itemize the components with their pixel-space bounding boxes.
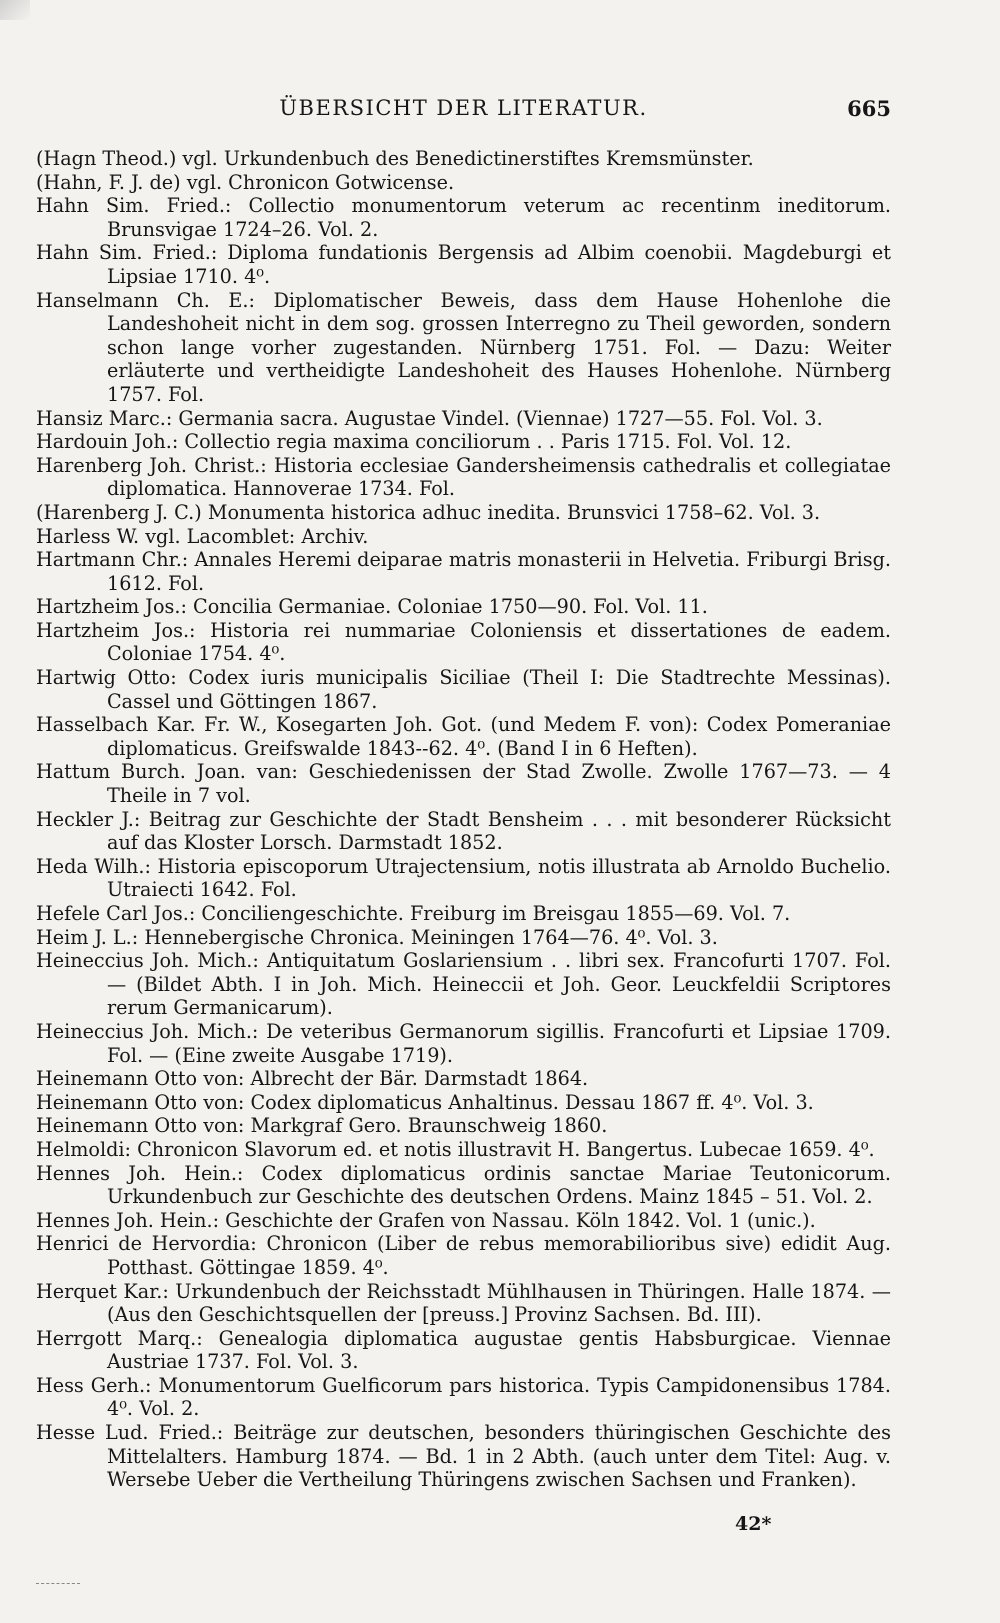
bibliography-entry: (Hagn Theod.) vgl. Urkundenbuch des Benedictinerstiftes Kremsmünster.: [36, 147, 754, 170]
page-header: [36, 96, 891, 130]
bibliography-entry: Hasselbach Kar. Fr. W., Kosegarten Joh. Got. (und Medem F. von): Codex Pomeraniae diplomaticus. Greifswalde 1843--62. 4⁰. (Band I in 6 Heften).: [36, 713, 891, 760]
bibliography-entry: Hansiz Marc.: Germania sacra. Augustae Vindel. (Viennae) 1727—55. Fol. Vol. 3.: [36, 406, 823, 430]
bibliography-entry: Heda Wilh.: Historia episcoporum Utrajectensium, notis illustrata ab Arnoldo Buchelio. Utraiecti 1642. Fol.: [36, 854, 891, 902]
bibliography-entry: (Hahn, F. J. de) vgl. Chronicon Gotwicense.: [36, 170, 455, 194]
page-number: 665: [847, 96, 891, 121]
bibliography-entry: Heinemann Otto von: Codex diplomaticus Anhaltinus. Dessau 1867 ff. 4⁰. Vol. 3.: [36, 1090, 814, 1114]
bibliography-entry: Helmoldi: Chronicon Slavorum ed. et notis illustravit H. Bangertus. Lubecae 1659. 4⁰.: [36, 1137, 875, 1161]
bibliography-entry: Heinemann Otto von: Albrecht der Bär. Darmstadt 1864.: [36, 1067, 589, 1091]
signature-mark: 42*: [735, 1513, 772, 1535]
bibliography-entry: Henrici de Hervordia: Chronicon (Liber de rebus memorabilioribus sive) edidit Aug. Potthast. Göttingae 1859. 4⁰.: [36, 1232, 891, 1279]
bibliography-entry: Herquet Kar.: Urkundenbuch der Reichsstadt Mühlhausen in Thüringen. Halle 1874. — (Aus den Geschichtsquellen der [preuss.] Provinz Sachsen. Bd. III).: [36, 1279, 891, 1327]
bibliography-entry: Heim J. L.: Hennebergische Chronica. Meiningen 1764—76. 4⁰. Vol. 3.: [36, 925, 718, 949]
scan-artifact: [36, 1583, 80, 1585]
bibliography-entry: (Harenberg J. C.) Monumenta historica adhuc inedita. Brunsvici 1758–62. Vol. 3.: [36, 500, 821, 524]
bibliography-entry: Hesse Lud. Fried.: Beiträge zur deutschen, besonders thüringischen Geschichte des Mittelalters. Hamburg 1874. — Bd. 1 in 2 Abth. (auch unter dem Titel: Aug. v. Wersebe Ueber die Vertheilung Thüringens zwischen Sachsen und Franken).: [36, 1421, 891, 1492]
bibliography-entry: Hartzheim Jos.: Concilia Germaniae. Coloniae 1750—90. Fol. Vol. 11.: [36, 595, 708, 619]
bibliography-entry: Heineccius Joh. Mich.: De veteribus Germanorum sigillis. Francofurti et Lipsiae 1709. Fol. — (Eine zweite Ausgabe 1719).: [36, 1019, 891, 1067]
bibliography-entry: Hartzheim Jos.: Historia rei nummariae Coloniensis et dissertationes de eadem. Coloniae 1754. 4⁰.: [36, 618, 891, 666]
bibliography-entry: Hefele Carl Jos.: Conciliengeschichte. Freiburg im Breisgau 1855—69. Vol. 7.: [36, 902, 791, 925]
bibliography-entry: Hardouin Joh.: Collectio regia maxima conciliorum . . Paris 1715. Fol. Vol. 12.: [36, 430, 792, 454]
bibliography-entry: Hahn Sim. Fried.: Collectio monumentorum veterum ac recentinm ineditorum. Brunsvigae 1724–26. Vol. 2.: [36, 194, 891, 241]
running-title: ÜBERSICHT DER LITERATUR.: [279, 96, 648, 120]
bibliography-entry: Hess Gerh.: Monumentorum Guelficorum pars historica. Typis Campidonensibus 1784. 4⁰. Vol. 2.: [36, 1373, 891, 1421]
bibliography-entry: Hartwig Otto: Codex iuris municipalis Siciliae (Theil I: Die Stadtrechte Messinas). Cassel und Göttingen 1867.: [36, 666, 891, 713]
bibliography-entry: Hahn Sim. Fried.: Diploma fundationis Bergensis ad Albim coenobii. Magdeburgi et Lipsiae 1710. 4⁰.: [36, 241, 891, 288]
bibliography-entry: Heckler J.: Beitrag zur Geschichte der Stadt Bensheim . . . mit besonderer Rücksicht auf das Kloster Lorsch. Darmstadt 1852.: [36, 807, 891, 855]
scan-corner-mark: [0, 0, 30, 20]
bibliography-entry: Hanselmann Ch. E.: Diplomatischer Beweis, dass dem Hause Hohenlohe die Landeshoheit nicht in dem sog. grossen Interregno zu Theil geworden, sondern schon lange vorher zugestanden. Nürnberg 1751. Fol. — Dazu: Weiter erläuterte und vertheidigte Landeshoheit des Hauses Hohenlohe. Nürnberg 1757. Fol.: [36, 288, 891, 406]
bibliography-list: [36, 147, 891, 1492]
bibliography-entry: Harless W. vgl. Lacomblet: Archiv.: [36, 524, 369, 548]
bibliography-entry: Hennes Joh. Hein.: Codex diplomaticus ordinis sanctae Mariae Teutonicorum. Urkundenbuch zur Geschichte des deutschen Ordens. Mainz 1845 – 51. Vol. 2.: [36, 1161, 891, 1209]
bibliography-entry: Herrgott Marq.: Genealogia diplomatica augustae gentis Habsburgicae. Viennae Austriae 1737. Fol. Vol. 3.: [36, 1326, 891, 1374]
bibliography-entry: Harenberg Joh. Christ.: Historia ecclesiae Gandersheimensis cathedralis et collegiatae diplomatica. Hannoverae 1734. Fol.: [36, 453, 891, 501]
bibliography-entry: Heineccius Joh. Mich.: Antiquitatum Goslariensium . . libri sex. Francofurti 1707. Fol. — (Bildet Abth. I in Joh. Mich. Heineccii et Joh. Geor. Leuckfeldii Scriptores rerum Germanicarum).: [36, 949, 891, 1020]
bibliography-entry: Hennes Joh. Hein.: Geschichte der Grafen von Nassau. Köln 1842. Vol. 1 (unic.).: [36, 1208, 816, 1232]
bibliography-entry: Heinemann Otto von: Markgraf Gero. Braunschweig 1860.: [36, 1114, 608, 1138]
bibliography-entry: Hartmann Chr.: Annales Heremi deiparae matris monasterii in Helvetia. Friburgi Brisg. 1612. Fol.: [36, 548, 891, 595]
bibliography-entry: Hattum Burch. Joan. van: Geschiedenissen der Stad Zwolle. Zwolle 1767—73. — 4 Theile in 7 vol.: [36, 760, 891, 808]
